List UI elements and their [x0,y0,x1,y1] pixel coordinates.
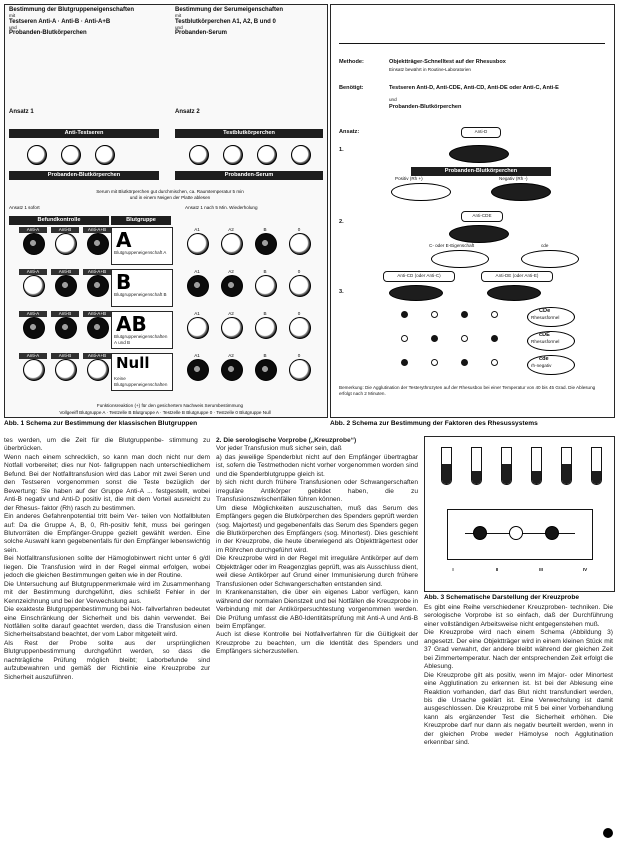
fig1-serum-circle [221,317,243,339]
fig1-col-head: Anti-A+B [83,353,111,359]
fig2-cell-dot [491,311,498,318]
fig3-tube-fill [532,471,541,484]
fig1-proband-cells-band: Probanden-Blutkörperchen [9,171,159,180]
demo-circle-a1 [189,145,209,165]
fig2-result-label: cDE [539,332,550,338]
fig1-testseren-band: Anti-Testseren [9,129,159,138]
fig2-result-label: CDe [539,308,551,314]
fig1-testblut-band: Testblutkörperchen [175,129,323,138]
fig2-oval-pos [391,183,451,201]
fig2-result-label: cde [539,356,549,362]
demo-circle-b [61,145,81,165]
fig3-tube-fill [592,471,601,484]
fig2-result-rows [331,305,614,381]
fig3-line-base [447,559,593,560]
fig2-cell-dot [491,359,498,366]
fig2-cell-dot [491,335,498,342]
fig1-col-head: Anti-B [51,269,79,275]
fig2-anti-cde: Anti-CDE [461,211,503,222]
fig1-serum-circle [187,275,209,297]
fig2-row-3: 3. [339,289,344,295]
fig1-col-head: Anti-A [19,353,47,359]
fig3-label: I [452,567,454,572]
fig2-need-value: Testseren Anti-D, Anti-CDE, Anti-CD, Anti-DE oder Anti-C, Anti-E [389,85,559,91]
fig1-col-head: Anti-B [51,227,79,233]
fig1-serum-circle [289,275,311,297]
fig1-serum-circle [289,317,311,339]
fig2-anti-cd: Anti-CD (oder Anti-C) [383,271,455,282]
fig1-serum-circle [187,233,209,255]
fig2-result-sub: Rhesusformel [531,315,560,320]
fig1-col-head: A1 [194,269,200,274]
fig3-tube-fill [472,471,481,484]
fig2-anti-d: Anti-D [461,127,501,138]
col1-paragraph: Ein anderes Gefahrenpotential tritt beim Ver- teilen von Notfallbluten auf: Da die Gruppe A, B, 0, Rh-positiv fehlt, muss bei geringen Blutvorräten die Empfänger-Gruppe gezielt gewählt werden. Eine solche Auswahl kann gegebenenfalls für den Empfänger lebenswichtig sein. [4,513,210,554]
fig2-cell-dot [431,335,438,342]
fig1-col-head: Anti-A+B [83,311,111,317]
fig1-test-circle [55,317,77,339]
fig1-test-circle [55,359,77,381]
fig1-col-head: Anti-A+B [83,227,111,233]
fig2-cell-dot [431,311,438,318]
fig3-caption-text: Schematische Darstellung der Kreuzprobe [446,594,580,601]
fig1-test-circle [23,317,45,339]
fig1-hdr-right-serum: Probanden-Serum [175,30,228,37]
fig1-hdr-left-title: Bestimmung der Blutgruppeneigenschaften [9,7,135,13]
fig1-header-right [175,7,323,57]
demo-circle-b2 [257,145,277,165]
fig2-cde-pos: C- oder E-Eigenschaft [429,243,475,248]
fig1-col-head: 0 [297,269,301,274]
fig1-serum-circle [289,359,311,381]
fig1-serum-circle [221,233,243,255]
col2-paragraph: a) das jeweilige Spenderblut nicht auf den Empfänger übertragbar ist, sofern die Testmethoden nicht vorher vorgenommen worden sind und die Spenderblutgruppe gleich ist. [216,453,418,478]
fig1-caption [4,420,197,427]
fig2-caption-text: Schema zur Bestimmung der Faktoren des Rhesussystems [352,420,538,427]
col2-paragraph: Vor jeder Transfusion muß sicher sein, daß [216,445,342,453]
fig1-serum-circle [187,359,209,381]
fig3-labels [425,565,614,585]
fig2-need-cells: Probanden-Blutkörperchen [389,104,462,110]
fig1-footer: Funktionsreaktion (+) für den gesichertem Nachweis Serumbestimmung [96,403,244,408]
col1-paragraph: Bei Notfalltransfusionen sollte der Hämoglobinwert nicht unter 6 g/dl liegen. Die Transfusion wird in der Regel einmal erfolgen, wobei jedoch die gleichen Bestimmungen gelten wie in der Routine. [4,555,210,580]
fig1-proband-serum-band: Probanden-Serum [175,171,323,180]
fig1-col-head: B [263,311,267,316]
fig3-label: II [495,567,499,572]
fig1-group-desc: Keine Blutgruppeneigenschaften [114,376,168,387]
fig2-result-sub: Rhesusformel [531,339,560,344]
page-number-badge [603,828,613,838]
fig1-hdr-left-with: mit [9,13,16,18]
fig1-col-head: 0 [297,227,301,232]
col1-paragraph: Die exakteste Blutgruppenbestimmung bei Not- fallverfahren bedeutet eine Einschränkung der Sicherheit und bis dahin verwendet. Bei Notfällen sollte darauf geachtet werden, dass die Transfusion einen Sicherheitsabstand beachtet, der vom Labor mitgeteilt wird. [4,606,210,639]
fig3-tube-fill [562,464,571,484]
fig1-group-desc: Blutgruppeneigenschaft A [114,250,167,255]
fig1-col-head: B [263,227,267,232]
fig3-tube [591,447,602,485]
fig1-col-head: Anti-B [51,311,79,317]
fig1-serum-circle [221,359,243,381]
text-column-1 [4,437,210,839]
fig1-serum-circle [187,317,209,339]
fig2-method-label: Methode: [339,59,364,65]
fig2-topline [339,43,605,44]
fig2-caption-num: Abb. 2 [330,420,351,427]
fig1-caption-num: Abb. 1 [4,420,25,427]
fig3-label: III [539,567,543,572]
fig1-group-desc: Blutgruppeneigenschaften A und B [114,334,168,345]
fig1-col-head: Anti-A [19,311,47,317]
figure-2 [330,4,615,418]
col2-paragraph: Die Kreuzprobe wird in der Regel mit irreguläre Antikörper auf dem Objektträger oder im Reagenzglas geprüft, was als Ausschluss dient, weil diese Antikörper auf Grund einer Immunisierung durch frühere Transfusionen oder Schwangerschaften entstanden sind. [216,555,418,588]
fig2-oval-neg [491,183,551,201]
fig1-test-circle [87,359,109,381]
fig2-cell-dot [461,359,468,366]
fig3-caption [424,594,579,601]
fig2-res-neg: Negativ (Rh -) [499,176,528,181]
fig1-test-circle [23,359,45,381]
fig1-col-head: A2 [228,311,234,316]
fig3-line-top [447,509,593,510]
fig1-col-head: Anti-B [51,353,79,359]
text-column-3 [424,604,613,839]
col2-paragraph: Auch ist diese Kontrolle bei Notfallverfahren für die Gültigkeit der Kreuzprobe zu beachten, um die Identität des Spenders und Empfängers sicherzustellen. [216,631,418,656]
fig1-zeit-1: Ansatz 1 sofort [9,205,40,210]
fig2-cde-neg: cde [541,243,549,248]
col3-paragraph: Die Kreuzprobe wird nach einem Schema (Abbildung 3) angesetzt. Der eine Objektträger wird in einem kleinen Stück mit 37 Grad verwahrt, der andere bleibt während der gleichen Zeit bei Zimmertemperatur. Nach der entsprechenden Zeit erfolgt die Ablesung. [424,629,613,671]
col3-paragraph: Die Kreuzprobe gilt als positiv, wenn im Major- oder Minortest eine Agglutination zu erkennen ist. Ist bei der Ablesung eine Reaktion vorhanden, darf das Blut nicht transfundiert werden, bis die Ursache geklärt ist. Eine Verwechslung ist damit ausgeschlossen. Die Kreuzprobe mit 5 bei einer Vorbehandlung kann als ergänzender Test die Sicherheit erhöhen. Die Kreuzprobe darf nur dann als negativ beurteilt werden, wenn in der gleichen Probe weder Hämolyse noch Agglutination erkennbar sind. [424,671,613,747]
fig1-serum-circle [255,317,277,339]
fig2-res-pos: Positiv (Rh +) [395,176,423,181]
fig2-oval-cde-neg [521,250,579,268]
fig1-test-circle [23,275,45,297]
fig1-col-head: A2 [228,353,234,358]
fig1-result-grid [5,227,327,399]
fig1-group-box [111,353,173,391]
fig1-hdr-right-und: und [175,24,183,30]
fig2-proband-band: Probanden-Blutkörperchen [411,167,551,176]
fig1-group-box [111,311,173,349]
fig1-legend: Vollgeeiff Blutgruppe A · Testzelle B Blutgruppe A · Testzelle B Blutgruppe 0 · Testzelle 0 Blutgruppe Null [59,410,271,415]
fig1-test-circle [87,233,109,255]
fig1-group-letter: A [116,228,132,252]
col2-paragraph: Um diese Möglichkeiten auszuschalten, muß das Serum des Empfängers gegen die Blutkörperchen des Spenders geprüft werden (sog. Majortest) und gegebenenfalls das Serum des Spenders gegen die Blutkörperchen des Empfängers (sog. Minortest). Dies geschieht in der Kreuzprobe, die heute überwiegend als Objektträgertest oder im Röhrchen durchgeführt wird. [216,504,418,554]
fig2-cell-dot [401,359,408,366]
fig3-tube-fill [442,464,451,484]
fig1-col-head: A1 [194,227,200,232]
fig1-test-circle [55,275,77,297]
fig3-node-1 [473,526,487,540]
fig2-method-value: Objektträger-Schnelltest auf der Rhesusbox [389,59,506,65]
fig1-serum-circle [255,359,277,381]
fig1-header-left [9,7,159,57]
fig1-group-desc: Blutgruppeneigenschaft B [114,292,167,297]
fig3-tube [441,447,452,485]
fig2-row-1: 1. [339,147,344,153]
fig2-oval-anti-cde [449,225,509,243]
fig1-group-letter: B [116,270,132,294]
fig2-notes: Bemerkung: Die Agglutination der Testerythrozyten auf der Rhesusbox bei einer Temperatur von 40 bis 45 Grad. Die Ablesung erfolgt nach 2 Minuten. [339,385,596,396]
fig1-hdr-left-und: und [9,24,17,30]
fig1-col-head: B [263,269,267,274]
fig1-serum-note-2: und in einem Neigen der Platte ablesen [129,194,211,200]
fig1-hdr-right-title: Bestimmung der Serumeigenschaften [175,7,284,13]
fig2-cell-dot [401,311,408,318]
fig1-group-letter: AB [116,312,147,336]
fig1-col-head: 0 [297,353,301,358]
fig2-caption [330,420,538,427]
fig2-oval-anti-de [487,285,541,301]
fig1-hdr-right-with: mit [175,13,182,18]
fig2-row-2: 2. [339,219,344,225]
fig1-group-box [111,227,173,265]
col2-heading: 2. Die serologische Vorprobe („Kreuzprobe“) [216,437,357,444]
fig3-tube [501,447,512,485]
fig1-test-circle [23,233,45,255]
fig1-serum-circle [255,233,277,255]
col1-paragraph: tes werden, um die Zeit für die Blutgruppenbe- stimmung zu überbrücken. [4,437,210,453]
fig1-col-head: B [263,353,267,358]
figure-1 [4,4,328,418]
fig1-hdr-left-serum: Testseren Anti-A · Anti-B · Anti-A+B [9,18,111,25]
fig1-serum-note [35,189,305,200]
fig2-need-und: und [389,97,397,102]
fig1-test-circle [55,233,77,255]
fig1-befund-band: Befundkontrolle [9,216,109,225]
fig3-line-right [592,509,593,559]
fig2-result-sub: rh-negativ [531,363,552,368]
fig3-tube-fill [502,464,511,484]
fig2-ansatz: Ansatz: [339,129,360,135]
fig1-group-box [111,269,173,307]
fig1-group-letter: Null [116,354,150,372]
fig1-test-circle [87,275,109,297]
col2-paragraph: In Krankenanstalten, die über ein eigenes Labor verfügen, kann während der normalen Dienstzeit und bei Notfällen die Kreuzprobe in Verbindung mit der Antikörpersuchtestung vorgenommen werden. Die Prüfung umfasst die AB0-Identitätsprüfung mit Anti-A und Anti-B beim Empfänger. [216,589,418,630]
demo-circle-0 [291,145,311,165]
fig1-ansatz-2: Ansatz 2 [175,109,200,115]
fig2-cell-dot [431,359,438,366]
fig1-ansatz-1: Ansatz 1 [9,109,34,115]
col1-paragraph: Wenn nach einem schrecklich, so kann man doch nicht nur dem Notfall vorbereitet; dies nur Not- fallgruppen nach unterschiedlichem Befund. Bei der Notfalltransfusion wird das Labor mit zwei Seren und den Testseren vorgenommen sonst die Teste bezüglich der Bewertung: Sie haben auf der Gruppe Anti-A ... festgestellt, wobei Anti-B negativ und Anti-D positiv ist, die mit dem Vorteil ausreicht zu der Rhesus- faktor (Rh) rasch zu bestimmen. [4,453,210,512]
fig2-anti-de: Anti-DE (oder Anti-E) [481,271,553,282]
fig2-oval-anti-d [449,145,509,163]
fig1-col-head: A2 [228,269,234,274]
fig2-oval-cde-pos [431,250,489,268]
fig1-col-head: A2 [228,227,234,232]
fig1-serum-circle [221,275,243,297]
fig3-tube [471,447,482,485]
fig1-blutgruppe-band: Blutgruppe [111,216,171,225]
fig1-col-head: 0 [297,311,301,316]
fig1-col-head: Anti-A+B [83,269,111,275]
fig1-col-head: Anti-A [19,269,47,275]
figure-3 [424,436,615,592]
fig1-col-head: Anti-A [19,227,47,233]
fig2-oval-anti-cd [389,285,443,301]
fig2-cell-dot [461,311,468,318]
fig1-serum-circle [255,275,277,297]
fig1-zeit-2: Ansatz 1 nach 5 Min. Wiederholung [185,205,258,210]
fig1-col-head: A1 [194,311,200,316]
fig3-caption-num: Abb. 3 [424,594,445,601]
fig3-node-3 [545,526,559,540]
fig1-caption-text: Schema zur Bestimmung der klassischen Blutgruppen [26,420,198,427]
text-column-2 [216,437,418,839]
fig1-serum-circle [289,233,311,255]
fig2-cell-dot [401,335,408,342]
fig3-line-left [447,509,448,559]
fig1-hdr-right-cells: Testblutkörperchen A1, A2, B und 0 [175,18,276,25]
fig3-label: IV [582,567,588,572]
fig1-hdr-left-cells: Probanden-Blutkörperchen [9,30,87,37]
fig1-col-head: A1 [194,353,200,358]
fig3-tubes [425,437,614,497]
demo-circle-a2 [223,145,243,165]
col3-paragraph: Es gibt eine Reihe verschiedener Kreuzproben- techniken. Die serologische Vorprobe ist so einfach, daß der Durchführung einer vollständigen Arbeitsweise nicht entgegenstehen muß. [424,604,613,628]
fig3-tube [531,447,542,485]
fig2-need-label: Benötigt: [339,85,364,91]
fig1-test-circle [87,317,109,339]
col2-paragraph: b) sich nicht durch frühere Transfusionen oder Schwangerschaften irreguläre Antikörper gebildet haben, die zu Transfusionszwischenfällen führen können. [216,479,418,504]
col1-paragraph: Als Rest der Probe sollte aus der ursprünglichen Blutgruppenbestimmung durchgeführt werden, so dass die nachträgliche Prüfung möglich bleibt; Laborbefunde sind aufzubewahren und gemäß der Richtlinie eine Kreuzprobe zur Sicherheit auszuführen. [4,639,210,681]
fig2-cell-dot [461,335,468,342]
fig1-serum-note-1: Serum mit Blutkörperchen gut durchmischen, ca. Raumtemperatur 5 min [96,189,244,194]
fig2-method-sub: Einsatz bewährt in Routine-Laboratorien [389,67,471,72]
fig3-tube [561,447,572,485]
col1-paragraph: Die Untersuchung auf Blutgruppenmerkmale wird im Zusammenhang mit der Bestimmung durchgeführt, dies schließt Fehler in der Kennzeichnung und bei der Verwechslung aus. [4,580,210,605]
demo-circle-ab [95,145,115,165]
demo-circle-a [27,145,47,165]
fig3-node-2 [509,526,523,540]
